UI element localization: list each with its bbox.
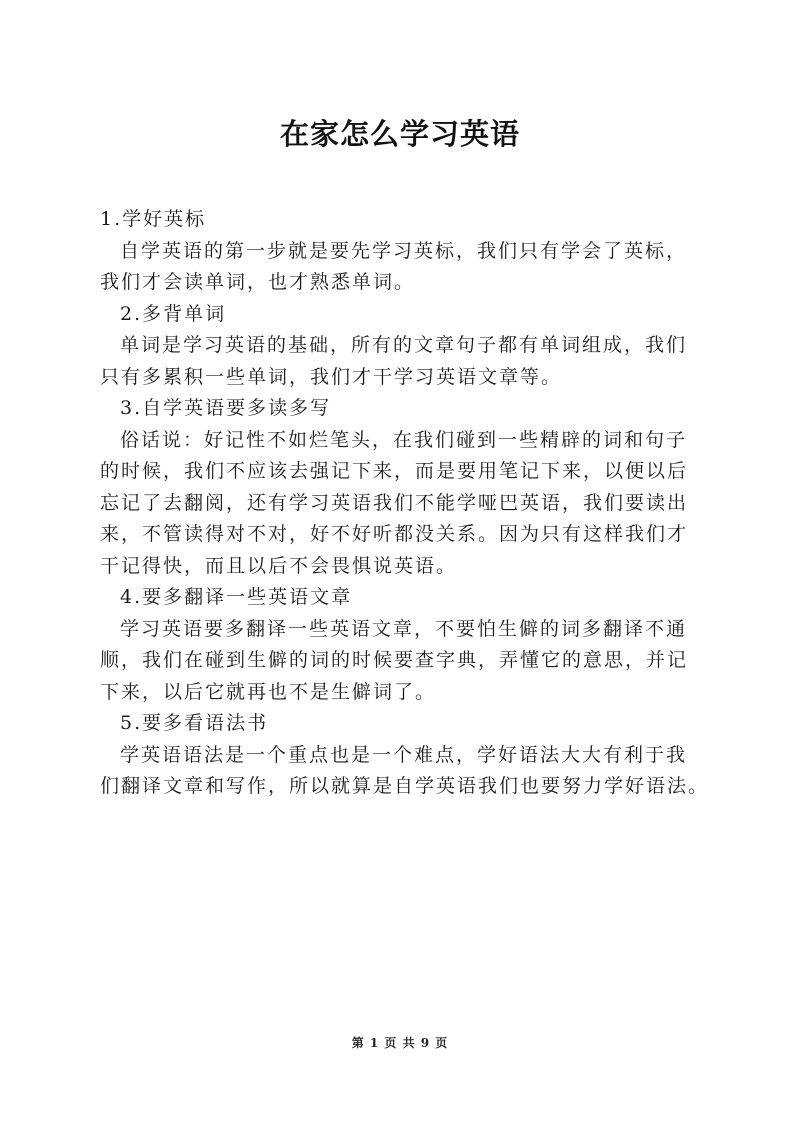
- paragraph-line: 只有多累积一些单词，我们才干学习英语文章等。: [100, 365, 563, 388]
- section-heading: 5.要多看语法书: [120, 712, 269, 734]
- section-heading: 2.多背单词: [120, 302, 227, 325]
- paragraph-line: 干记得快，而且以后不会畏惧说英语。: [100, 554, 458, 577]
- paragraph-line: 俗话说：好记性不如烂笔头，在我们碰到一些精辟的词和句子: [120, 428, 688, 451]
- paragraph-line: 学习英语要多翻译一些英语文章，不要怕生僻的词多翻译不通: [120, 617, 688, 640]
- paragraph-line: 单词是学习英语的基础，所有的文章句子都有单词组成，我们: [120, 334, 688, 356]
- page-footer: 第 1 页 共 9 页: [351, 1036, 449, 1050]
- section-heading: 4.要多翻译一些英语文章: [120, 586, 353, 608]
- section-heading: 1.学好英标: [100, 208, 207, 230]
- document-title: 在家怎么学习英语: [279, 117, 520, 151]
- paragraph-line: 来，不管读得对不对，好不好听都没关系。因为只有这样我们才: [100, 523, 689, 545]
- section-heading: 3.自学英语要多读多写: [120, 397, 332, 419]
- paragraph-line: 忘记了去翻阅，还有学习英语我们不能学哑巴英语，我们要读出: [100, 491, 689, 514]
- document-body: [100, 204, 710, 803]
- paragraph-line: 学英语语法是一个重点也是一个难点，学好语法大大有利于我: [120, 743, 688, 766]
- paragraph-line: 的时候，我们不应该去强记下来，而是要用笔记下来，以便以后: [100, 460, 689, 482]
- paragraph-line: 下来，以后它就再也不是生僻词了。: [100, 680, 437, 703]
- paragraph-line: 自学英语的第一步就是要先学习英标，我们只有学会了英标，: [120, 239, 688, 262]
- paragraph-line: 我们才会读单词，也才熟悉单词。: [100, 271, 416, 293]
- paragraph-line: 顺，我们在碰到生僻的词的时候要查字典，弄懂它的意思，并记: [100, 649, 689, 671]
- paragraph-line: 们翻译文章和写作，所以就算是自学英语我们也要努力学好语法。: [100, 775, 710, 797]
